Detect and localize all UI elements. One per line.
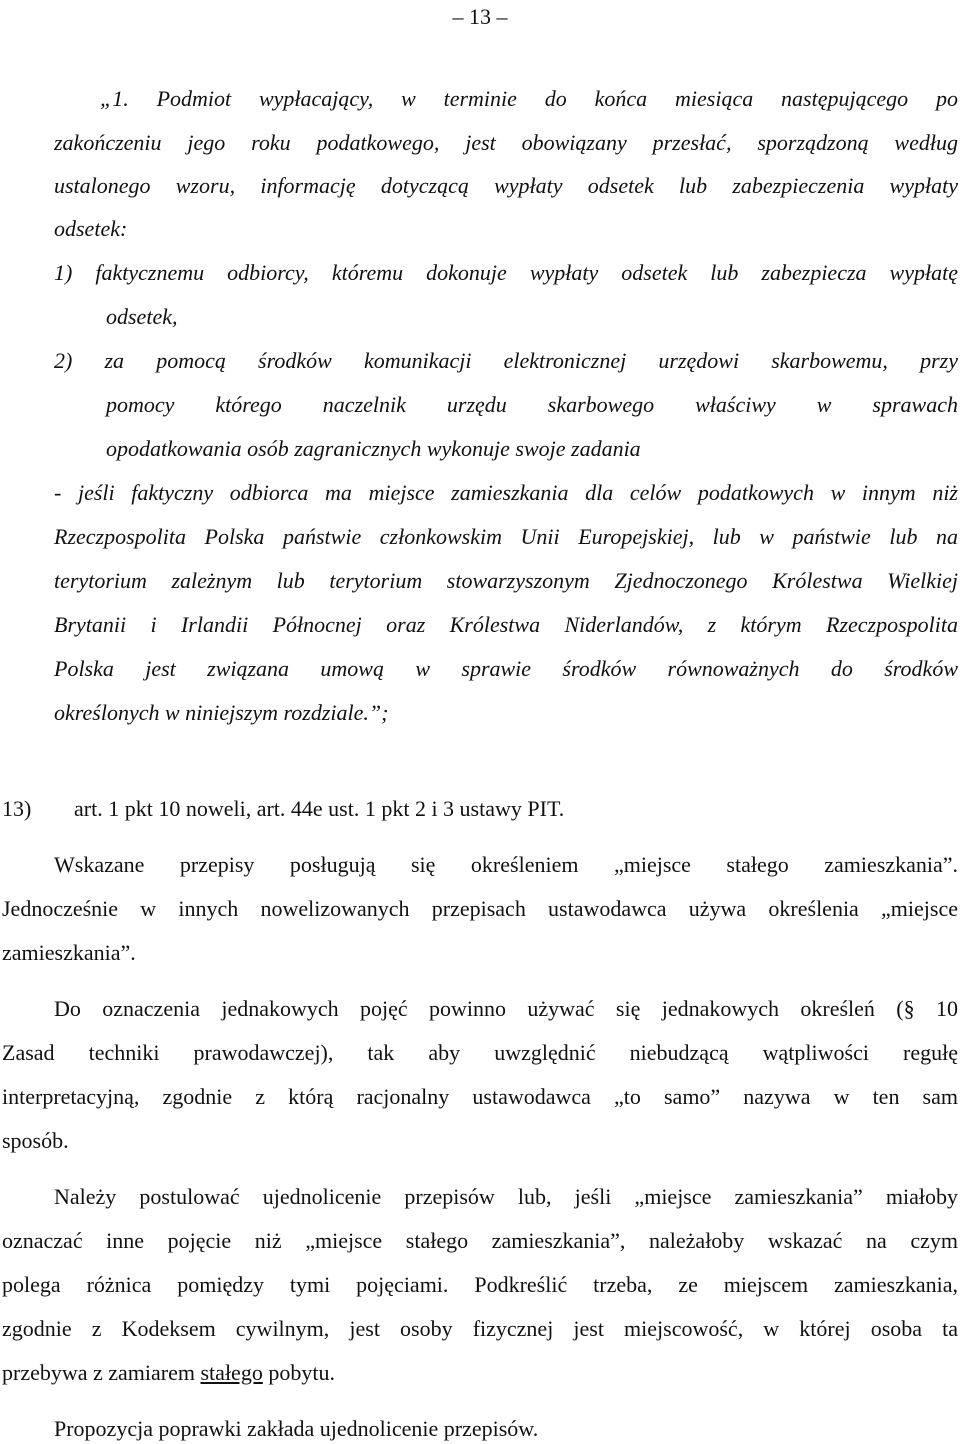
paragraph-line-text: przebywa z zamiarem — [2, 1360, 195, 1385]
paragraph-line: Propozycja poprawki zakłada ujednolicenie przepisów. — [54, 1416, 539, 1441]
page-number: – 13 – — [452, 4, 508, 29]
quote-line: Polska jest związana umową w sprawie środków równoważnych do środków — [54, 656, 958, 681]
paragraph-line: Wskazane przepisy posługują się określeniem „miejsce stałego zamieszkania”. — [54, 852, 958, 877]
quote-line: terytorium zależnym lub terytorium stowarzyszonym Zjednoczonego Królestwa Wielkiej — [54, 568, 958, 593]
quote-line: „1. Podmiot wypłacający, w terminie do końca miesiąca następującego po — [100, 86, 958, 111]
paragraph-line: interpretacyjną, zgodnie z którą racjonalny ustawodawca „to samo” nazywa w ten sam — [2, 1084, 958, 1109]
paragraph-line: Należy postulować ujednolicenie przepisów lub, jeśli „miejsce zamieszkania” miałoby — [54, 1184, 958, 1209]
item-text: art. 1 pkt 10 noweli, art. 44e ust. 1 pkt 2 i 3 ustawy PIT. — [74, 796, 565, 821]
paragraph-line: polega różnica pomiędzy tymi pojęciami. Podkreślić trzeba, ze miejscem zamieszkania, — [2, 1272, 958, 1297]
paragraph-line: zamieszkania”. — [2, 940, 136, 965]
paragraph-line: oznaczać inne pojęcie niż „miejsce stałego zamieszkania”, należałoby wskazać na czym — [2, 1228, 958, 1253]
paragraph-line: zgodnie z Kodeksem cywilnym, jest osoby fizycznej jest miejscowość, w której osoba ta — [2, 1316, 958, 1341]
paragraph-line: Zasad techniki prawodawczej), tak aby uwzględnić niebudzącą wątpliwości regułę — [2, 1040, 958, 1065]
quote-line: 2) za pomocą środków komunikacji elektronicznej urzędowi skarbowemu, przy — [54, 348, 958, 373]
quote-line: zakończeniu jego roku podatkowego, jest obowiązany przesłać, sporządzoną według — [54, 130, 958, 155]
quote-line: Rzeczpospolita Polska państwie członkowskim Unii Europejskiej, lub w państwie lub na — [54, 524, 958, 549]
paragraph-line: Jednocześnie w innych nowelizowanych przepisach ustawodawca używa określenia „miejsce — [2, 896, 958, 921]
quote-line: odsetek: — [54, 216, 128, 241]
item-number: 13) — [2, 796, 32, 821]
quote-line: opodatkowania osób zagranicznych wykonuje swoje zadania — [106, 436, 641, 461]
quote-line: Brytanii i Irlandii Północnej oraz Królestwa Niderlandów, z którym Rzeczpospolita — [54, 612, 958, 637]
paragraph-last-line — [2, 1362, 335, 1384]
quote-line: odsetek, — [106, 304, 178, 329]
paragraph-line: Do oznaczenia jednakowych pojęć powinno używać się jednakowych określeń (§ 10 — [54, 996, 958, 1021]
quote-line: pomocy którego naczelnik urzędu skarbowego właściwy w sprawach — [106, 392, 958, 417]
quote-line: - jeśli faktyczny odbiorca ma miejsce zamieszkania dla celów podatkowych w innym niż — [54, 480, 958, 505]
paragraph-line: sposób. — [2, 1128, 69, 1153]
underlined-word: stałego — [200, 1360, 263, 1385]
quote-line: 1) faktycznemu odbiorcy, któremu dokonuje wypłaty odsetek lub zabezpiecza wypłatę — [54, 260, 958, 285]
paragraph-line-tail: pobytu. — [268, 1360, 335, 1385]
quote-line: ustalonego wzoru, informację dotyczącą wypłaty odsetek lub zabezpieczenia wypłaty — [54, 173, 958, 198]
quote-line: określonych w niniejszym rozdziale.”; — [54, 700, 389, 725]
